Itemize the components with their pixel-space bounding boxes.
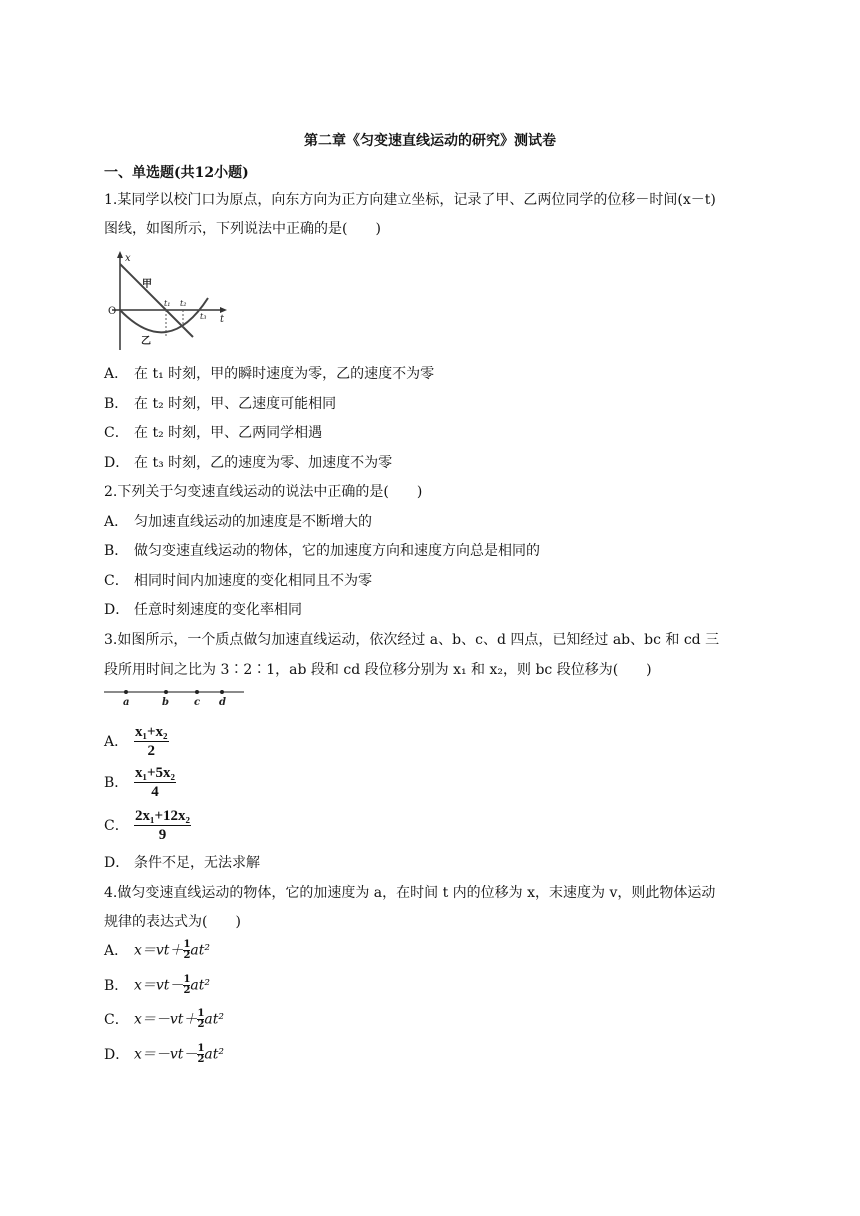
- q4-stem-line2: 规律的表达式为( ): [104, 914, 241, 930]
- point-c: [195, 690, 199, 694]
- q2-option-b[interactable]: B． 做匀变速直线运动的物体，它的加速度方向和速度方向总是相同的: [104, 543, 540, 559]
- q1-stem-line2: 图线，如图所示，下列说法中正确的是( ): [104, 221, 381, 237]
- q4-option-a[interactable]: A． x＝vt＋ $\frac{1}{2}$ at²: [104, 939, 210, 961]
- graph-x-arrow: [220, 307, 227, 313]
- half-fraction: $\frac{1}{2}$: [197, 1008, 205, 1030]
- fraction: $\frac{\text{x₁+5x₂}}{4}$: [135, 765, 176, 800]
- q2-stem: 2.下列关于匀变速直线运动的说法中正确的是( ): [104, 484, 423, 500]
- q1-option-b[interactable]: B． 在 t₂ 时刻，甲、乙速度可能相同: [104, 396, 337, 412]
- q3-number-line: [104, 686, 246, 708]
- point-c-label: c: [194, 697, 201, 708]
- q3-option-d[interactable]: D． 条件不足，无法求解: [104, 855, 260, 871]
- q1-xt-graph: [108, 250, 230, 354]
- q3-stem-line2: 段所用时间之比为 3∶2∶1，ab 段和 cd 段位移分别为 x₁ 和 x₂，则 bc 段位移为( ): [104, 662, 652, 678]
- q4-stem-line1: 4.做匀变速直线运动的物体，它的加速度为 a，在时间 t 内的位移为 x，末速度为 v，则此物体运动: [104, 885, 716, 901]
- graph-jia-label: 甲: [142, 279, 152, 290]
- graph-y-label: x: [125, 253, 131, 264]
- graph-t3-label: t₃: [200, 312, 207, 321]
- fraction: $\frac{\text{2x₁+12x₂}}{9}$: [135, 808, 191, 843]
- q3-option-c[interactable]: C． $\frac{\text{2x₁+12x₂}}{9}$: [104, 808, 191, 843]
- half-fraction: $\frac{1}{2}$: [183, 939, 191, 961]
- section-heading: 一、单选题(共12小题): [104, 165, 249, 181]
- point-b: [164, 690, 168, 694]
- half-fraction: $\frac{1}{2}$: [183, 974, 191, 996]
- graph-t2-label: t₂: [180, 299, 187, 308]
- point-b-label: b: [162, 697, 169, 708]
- fraction: $\frac{\text{x₁+x₂}}{2}$: [135, 724, 168, 759]
- graph-origin-label: O: [108, 306, 117, 317]
- point-d-label: d: [219, 697, 226, 708]
- half-fraction: $\frac{1}{2}$: [197, 1043, 205, 1065]
- q3-option-b[interactable]: B． $\frac{\text{x₁+5x₂}}{4}$: [104, 765, 176, 800]
- q4-option-b[interactable]: B． x＝vt－ $\frac{1}{2}$ at²: [104, 974, 210, 996]
- q1-option-d[interactable]: D． 在 t₃ 时刻，乙的速度为零、加速度不为零: [104, 455, 393, 471]
- q2-option-c[interactable]: C． 相同时间内加速度的变化相同且不为零: [104, 573, 372, 589]
- graph-y-arrow: [117, 251, 123, 258]
- graph-x-label: t: [220, 314, 225, 325]
- q2-option-a[interactable]: A． 匀加速直线运动的加速度是不断增大的: [104, 514, 372, 530]
- point-a: [124, 690, 128, 694]
- q3-option-a[interactable]: A． $\frac{\text{x₁+x₂}}{2}$: [104, 724, 168, 759]
- q4-option-d[interactable]: D． x＝－vt－ $\frac{1}{2}$ at²: [104, 1043, 224, 1065]
- graph-t1-label: t₁: [164, 299, 171, 308]
- graph-yi-label: 乙: [141, 336, 151, 347]
- q1-option-c[interactable]: C． 在 t₂ 时刻，甲、乙两同学相遇: [104, 425, 323, 441]
- q2-option-d[interactable]: D． 任意时刻速度的变化率相同: [104, 602, 302, 618]
- q1-option-a[interactable]: A． 在 t₁ 时刻，甲的瞬时速度为零，乙的速度不为零: [104, 366, 435, 382]
- point-a-label: a: [123, 697, 130, 708]
- q3-stem-line1: 3.如图所示，一个质点做匀加速直线运动，依次经过 a、b、c、d 四点，已知经过 ab、bc 和 cd 三: [104, 632, 720, 648]
- page-title: 第二章《匀变速直线运动的研究》测试卷: [304, 133, 556, 149]
- q4-option-c[interactable]: C． x＝－vt＋ $\frac{1}{2}$ at²: [104, 1008, 224, 1030]
- q1-stem-line1: 1.某同学以校门口为原点，向东方向为正方向建立坐标，记录了甲、乙两位同学的位移－时间(x－t): [104, 192, 716, 208]
- point-d: [220, 690, 224, 694]
